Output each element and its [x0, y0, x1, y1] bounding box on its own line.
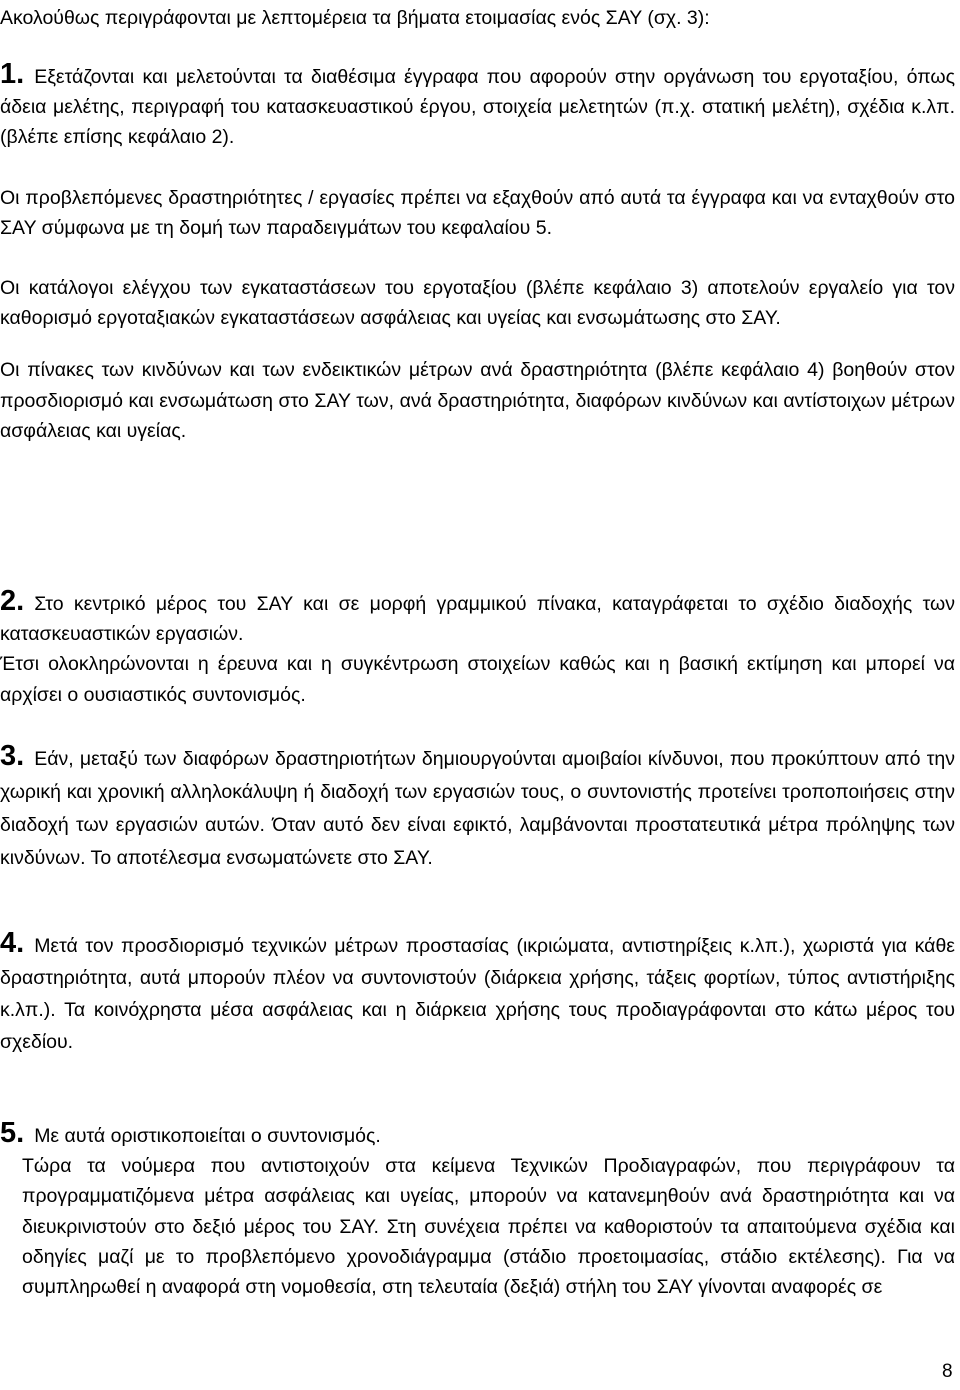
step-1 [0, 59, 955, 446]
step-2-paragraph-1: 2. Στο κεντρικό μέρος του ΣΑΥ και σε μορφή γραμμικού πίνακα, καταγράφεται το σχέδιο διαδοχής των κατασκευαστικών εργασιών. [0, 585, 955, 646]
step-5-paragraph-2: Τώρα τα νούμερα που αντιστοιχούν στα κείμενα Τεχνικών Προδιαγραφών, που περιγράφουν τα προγραμματιζόμενα μέτρα ασφάλειας και υγείας, μπορούν να κατανεμηθούν ανά δραστηριότητα και να διευκρινιστούν στο δεξιό μέρος του ΣΑΥ. Στη συνέχεια πρέπει να καθοριστούν τα απαιτούμενα σχέδια και οδηγίες μαζί με το προβλεπόμενο χρονοδιάγραμμα (στάδιο προετοιμασίας, στάδιο εκτέλεσης). Για να συμπληρωθεί η αναφορά στη νομοθεσία, στη τελευταία (δεξιά) στήλη του ΣΑΥ γίνονται αναφορές σε [22, 1155, 955, 1299]
step-3-paragraph-1: 3. Εάν, μεταξύ των διαφόρων δραστηριοτήτων δημιουργούνται αμοιβαίοι κίνδυνοι, που προκύπτουν από την χωρική και χρονική αλληλοκάλυψη ή διαδοχή των εργασιών τους, ο συντονιστής προτείνει τροποποιήσεις στην διαδοχή των εργασιών αυτών. Όταν αυτό δεν είναι εφικτό, λαμβάνονται προστατευτικά μέτρα πρόληψης των κινδύνων. Το αποτέλεσμα ενσωματώνετε στο ΣΑΥ. [0, 740, 955, 869]
step-4 [0, 927, 955, 1058]
step-1-paragraph-3: Οι κατάλογοι ελέγχου των εγκαταστάσεων του εργοταξίου (βλέπε κεφάλαιο 3) αποτελούν εργαλείο για τον καθορισμό εργοταξιακών εγκαταστάσεων ασφάλειας και υγείας και ενσωμάτωσης στο ΣΑΥ. [0, 277, 955, 330]
step-4-number: 4. [0, 927, 25, 959]
step-1-paragraph-4: Οι πίνακες των κινδύνων και των ενδεικτικών μέτρων ανά δραστηριότητα (βλέπε κεφάλαιο 4) βοηθούν στον προσδιορισμό και ενσωμάτωση στο ΣΑΥ των, ανά δραστηριότητα, διαφόρων κινδύνων και αντίστοιχων μέτρων ασφάλειας και υγείας. [0, 359, 955, 442]
step-5-paragraph-1: 5. Με αυτά οριστικοποιείται ο συντονισμός. [0, 1117, 381, 1149]
step-3-number: 3. [0, 740, 25, 772]
step-1-paragraph-1: 1. Εξετάζονται και μελετούνται τα διαθέσιμα έγγραφα που αφορούν στην οργάνωση του εργοταξίου, όπως άδεια μελέτης, περιγραφή του κατασκευαστικού έργου, στοιχεία μελετητών (π.χ. στατική μελέτη), σχέδια κ.λπ. (βλέπε επίσης κεφάλαιο 2). [0, 58, 955, 149]
intro-text: Ακολούθως περιγράφονται με λεπτομέρεια τα βήματα ετοιμασίας ενός ΣΑΥ (σχ. 3): [0, 7, 710, 29]
step-3 [0, 740, 955, 875]
step-2 [0, 586, 955, 710]
step-5-number: 5. [0, 1117, 25, 1149]
step-2-number: 2. [0, 585, 25, 617]
step-5 [0, 1118, 955, 1302]
page-number: 8 [942, 1361, 953, 1382]
step-1-number: 1. [0, 58, 25, 90]
step-2-paragraph-2: Έτσι ολοκληρώνονται η έρευνα και η συγκέντρωση στοιχείων καθώς και η βασική εκτίμηση και μπορεί να αρχίσει ο ουσιαστικός συντονισμός. [0, 653, 955, 706]
step-1-paragraph-2: Οι προβλεπόμενες δραστηριότητες / εργασίες πρέπει να εξαχθούν από αυτά τα έγγραφα και να ενταχθούν στο ΣΑΥ σύμφωνα με τη δομή των παραδειγμάτων του κεφαλαίου 5. [0, 186, 955, 239]
step-4-paragraph-1: 4. Μετά τον προσδιορισμό τεχνικών μέτρων προστασίας (ικριώματα, αντιστηρίξεις κ.λπ.), χωριστά για κάθε δραστηριότητα, αυτά μπορούν πλέον να συντονιστούν (διάρκεια χρήσης, τάξεις φορτίων, τύπος αντιστήριξης κ.λπ.). Τα κοινόχρηστα μέσα ασφάλειας και η διάρκεια χρήσης τους προδιαγράφονται στο κάτω μέρος του σχεδίου. [0, 927, 955, 1053]
